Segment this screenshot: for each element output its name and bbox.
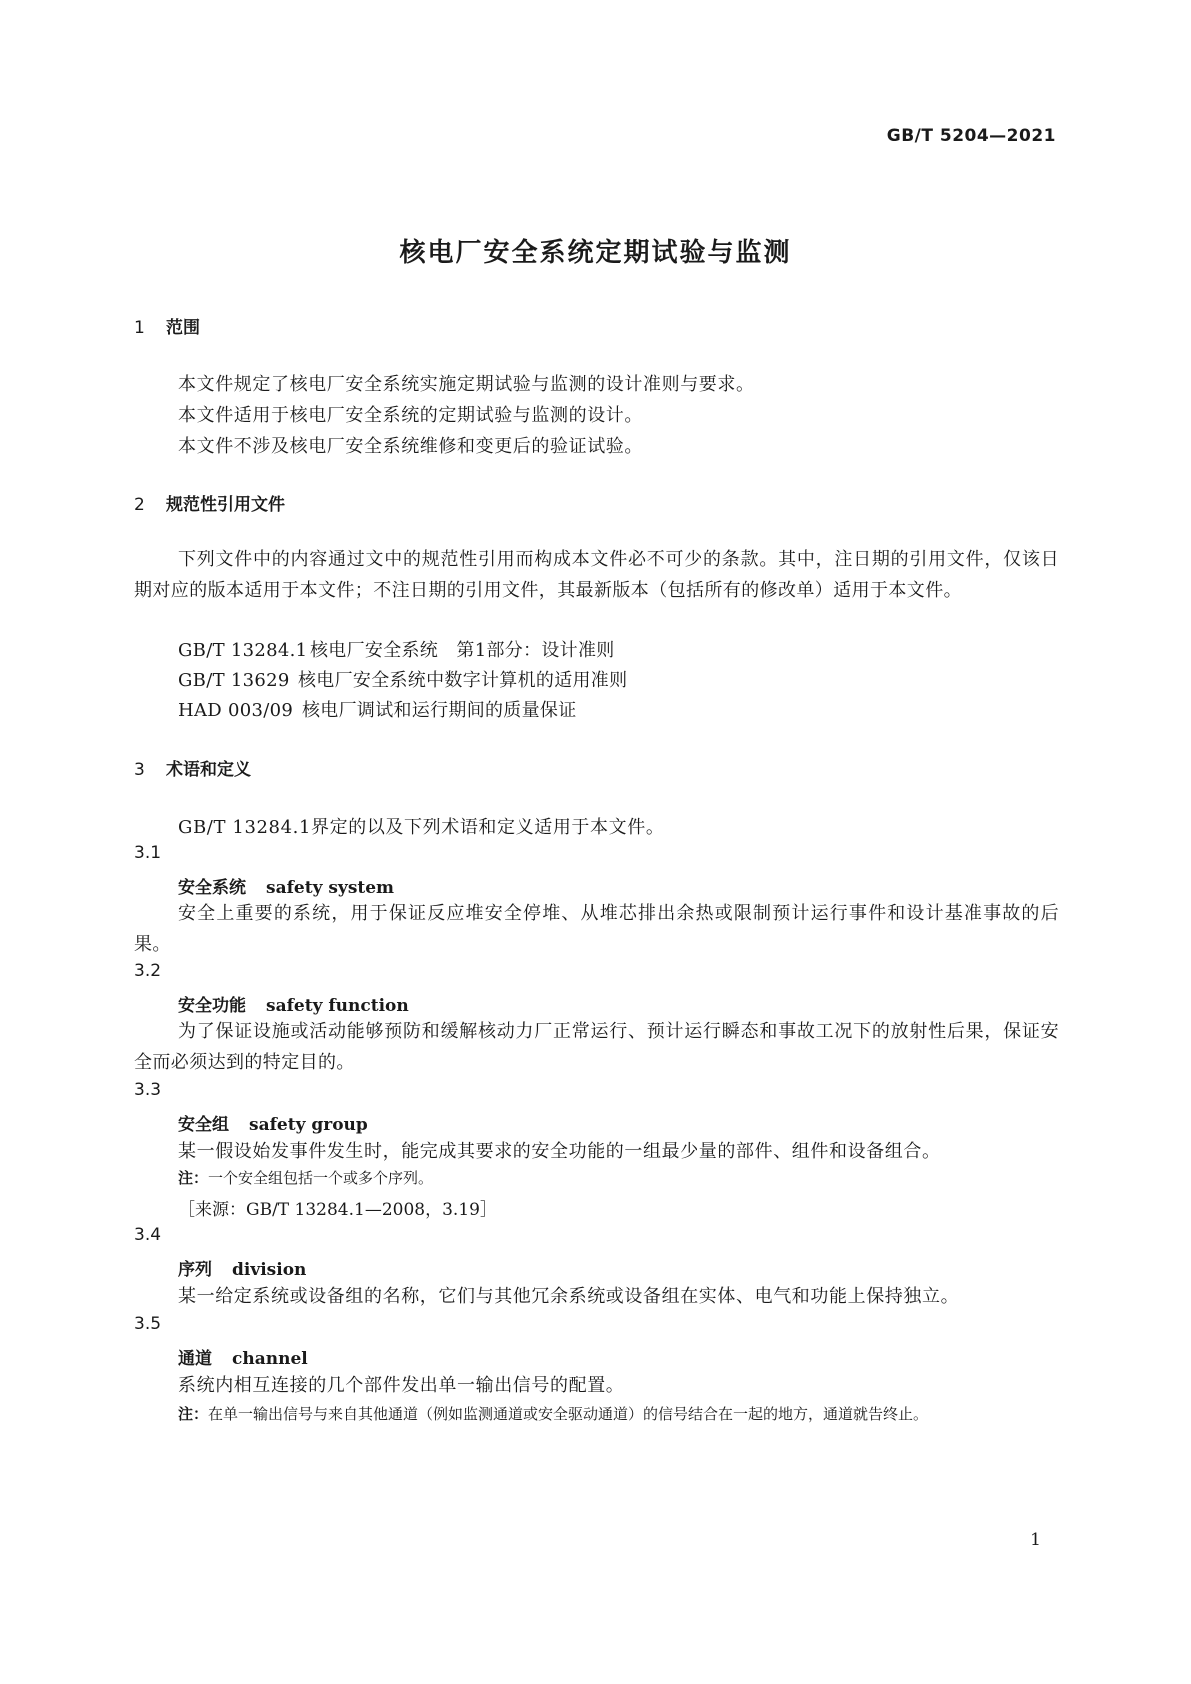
term-heading — [178, 1344, 308, 1369]
term-heading — [178, 991, 409, 1016]
term-number: 3.4 — [134, 1225, 162, 1245]
term-zh: 安全功能 — [178, 996, 246, 1016]
term-definition: 某一给定系统或设备组的名称，它们与其他冗余系统或设备组在实体、电气和功能上保持独立。 — [178, 1286, 960, 1307]
note-label: 注： — [178, 1169, 209, 1187]
term-definition: 系统内相互连接的几个部件发出单一输出信号的配置。 — [178, 1375, 625, 1396]
section-title: 规范性引用文件 — [166, 495, 285, 515]
standard-code: GB/T 5204—2021 — [886, 126, 1056, 146]
term-source: ［来源：GB/T 13284.1—2008，3.19］ — [178, 1200, 497, 1220]
term-note — [178, 1403, 928, 1424]
reference-code: GB/T 13284.1 — [178, 640, 308, 661]
term-heading — [178, 1255, 306, 1280]
references-intro-paragraph: 下列文件中的内容通过文中的规范性引用而构成本文件必不可少的条款。其中，注日期的引用文件，仅该日期对应的版本适用于本文件；不注日期的引用文件，其最新版本（包括所有的修改单）适用于本文件。 — [134, 549, 1059, 601]
terms-intro: GB/T 13284.1界定的以及下列术语和定义适用于本文件。 — [178, 817, 665, 838]
term-en: channel — [232, 1349, 308, 1369]
section-heading-terms — [134, 755, 251, 780]
term-number: 3.1 — [134, 843, 162, 863]
section-heading-normative-references — [134, 490, 285, 515]
term-en: safety group — [249, 1115, 368, 1135]
reference-item — [178, 666, 627, 692]
term-definition: 安全上重要的系统，用于保证反应堆安全停堆、从堆芯排出余热或限制预计运行事件和设计基准事故的后果。 — [134, 903, 1059, 955]
term-zh: 序列 — [178, 1260, 212, 1280]
term-en: safety system — [266, 878, 395, 898]
term-heading — [178, 1110, 368, 1135]
reference-code: HAD 003/09 — [178, 700, 294, 721]
section-title: 术语和定义 — [166, 760, 251, 780]
term-definition: 为了保证设施或活动能够预防和缓解核动力厂正常运行、预计运行瞬态和事故工况下的放射性后果，保证安全而必须达到的特定目的。 — [134, 1021, 1059, 1073]
term-number: 3.5 — [134, 1314, 162, 1334]
note-label: 注： — [178, 1405, 209, 1423]
page-number: 1 — [1030, 1530, 1041, 1550]
section-heading-scope — [134, 313, 200, 338]
reference-title: 核电厂调试和运行期间的质量保证 — [302, 700, 577, 721]
reference-item — [178, 636, 615, 662]
term-heading — [178, 873, 394, 898]
reference-item — [178, 696, 577, 722]
section-title: 范围 — [166, 318, 200, 338]
term-number: 3.2 — [134, 961, 162, 981]
term-zh: 安全系统 — [178, 878, 246, 898]
term-zh: 通道 — [178, 1349, 212, 1369]
section-number: 3 — [134, 760, 145, 780]
scope-paragraph: 本文件规定了核电厂安全系统实施定期试验与监测的设计准则与要求。 — [178, 374, 755, 395]
section-number: 1 — [134, 318, 145, 338]
note-text: 一个安全组包括一个或多个序列。 — [208, 1169, 434, 1187]
term-note — [178, 1167, 433, 1188]
scope-paragraph: 本文件不涉及核电厂安全系统维修和变更后的验证试验。 — [178, 436, 643, 457]
scope-paragraph: 本文件适用于核电厂安全系统的定期试验与监测的设计。 — [178, 405, 643, 426]
term-definition: 某一假设始发事件发生时，能完成其要求的安全功能的一组最少量的部件、组件和设备组合。 — [178, 1141, 941, 1162]
term-en: safety function — [266, 996, 409, 1016]
reference-title: 核电厂安全系统 第1部分：设计准则 — [310, 640, 615, 661]
note-text: 在单一输出信号与来自其他通道（例如监测通道或安全驱动通道）的信号结合在一起的地方，通道就告终止。 — [208, 1405, 929, 1423]
term-number: 3.3 — [134, 1080, 162, 1100]
document-title: 核电厂安全系统定期试验与监测 — [399, 238, 792, 268]
term-zh: 安全组 — [178, 1115, 229, 1135]
reference-code: GB/T 13629 — [178, 670, 290, 691]
term-en: division — [232, 1260, 307, 1280]
section-number: 2 — [134, 495, 145, 515]
reference-title: 核电厂安全系统中数字计算机的适用准则 — [298, 670, 628, 691]
